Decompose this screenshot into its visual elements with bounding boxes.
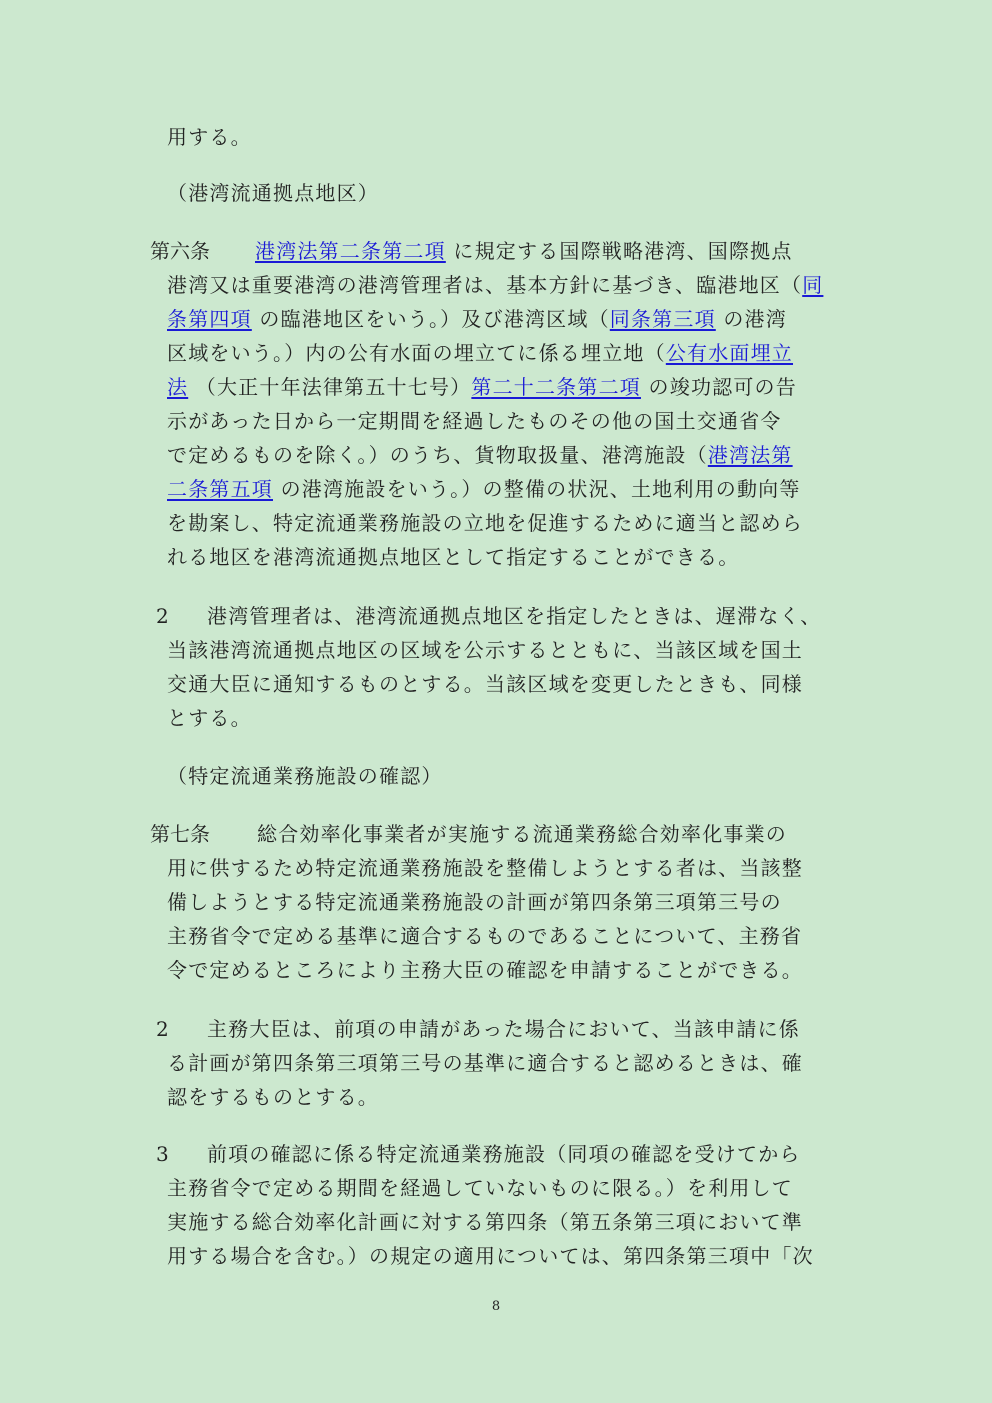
article-6-para-2-line-3: 交通大臣に通知するものとする。当該区域を変更したときも、同様 (167, 672, 803, 696)
link-same-article-4[interactable]: 同 (802, 273, 824, 297)
article-7-para-2-line-3: 認をするものとする。 (167, 1085, 379, 1109)
link-reclamation-act[interactable]: 公有水面埋立 (665, 341, 794, 365)
link-same-article-4-cont[interactable]: 条第四項 (167, 307, 252, 331)
article-6-line-9: を勘案し、特定流通業務施設の立地を促進するために適当と認めら (167, 511, 803, 535)
link-port-act-2-2[interactable]: 港湾法第二条第二項 (255, 239, 446, 263)
article-7-para-3-line-1: 前項の確認に係る特定流通業務施設（同項の確認を受けてから (207, 1142, 801, 1166)
article-7-para-2-line-2: る計画が第四条第三項第三号の基準に適合すると認めるときは、確 (167, 1051, 803, 1075)
paragraph-number-6-2: 2 (156, 604, 169, 628)
link-same-article-3[interactable]: 同条第三項 (609, 307, 716, 331)
paragraph-number-7-3: 3 (156, 1142, 169, 1166)
article-6-line-7: で定めるものを除く。）のうち、貨物取扱量、港湾施設（港湾法第 (167, 443, 793, 467)
article-6-line-2: 港湾又は重要港湾の港湾管理者は、基本方針に基づき、臨港地区（同 (167, 273, 824, 297)
link-port-act-2-5[interactable]: 港湾法第 (707, 443, 793, 467)
section-heading-7: （特定流通業務施設の確認） (167, 764, 443, 788)
article-7-line-1: 総合効率化事業者が実施する流通業務総合効率化事業の (257, 822, 787, 846)
article-7-para-3-line-4: 用する場合を含む。）の規定の適用については、第四条第三項中「次 (167, 1244, 814, 1268)
article-7-para-2-line-1: 主務大臣は、前項の申請があった場合において、当該申請に係 (207, 1017, 800, 1041)
article-6-para-2-line-2: 当該港湾流通拠点地区の区域を公示するとともに、当該区域を国土 (167, 638, 803, 662)
continuation-text: 用する。 (167, 125, 252, 149)
article-6-line-5: 法 （大正十年法律第五十七号）第二十二条第二項 の竣功認可の告 (167, 375, 797, 399)
article-number-7: 第七条 (150, 822, 210, 846)
article-number-6: 第六条 (150, 239, 210, 263)
article-6-para-2-line-1: 港湾管理者は、港湾流通拠点地区を指定したときは、遅滞なく、 (207, 604, 822, 628)
article-7-para-3-line-3: 実施する総合効率化計画に対する第四条（第五条第三項において準 (167, 1210, 803, 1234)
article-7-para-3-line-2: 主務省令で定める期間を経過していないものに限る。）を利用して (167, 1176, 793, 1200)
page-number: 8 (491, 1299, 501, 1314)
article-6-line-4: 区域をいう。）内の公有水面の埋立てに係る埋立地（公有水面埋立 (167, 341, 794, 365)
article-6-line-10: れる地区を港湾流通拠点地区として指定することができる。 (167, 545, 740, 569)
link-port-act-2-5-cont[interactable]: 二条第五項 (167, 477, 273, 501)
article-6-line-1: 港湾法第二条第二項 に規定する国際戦略港湾、国際拠点 (255, 239, 793, 263)
article-6-line-6: 示があった日から一定期間を経過したものその他の国土交通省令 (167, 409, 782, 433)
link-reclamation-act-cont[interactable]: 法 (167, 375, 189, 399)
article-7-line-4: 主務省令で定める基準に適合するものであることについて、主務省 (167, 924, 803, 948)
paragraph-number-7-2: 2 (156, 1017, 169, 1041)
article-6-para-2-line-4: とする。 (167, 706, 252, 730)
link-article-22-2[interactable]: 第二十二条第二項 (471, 375, 641, 399)
section-heading-6: （港湾流通拠点地区） (167, 181, 379, 205)
article-6-line-8: 二条第五項 の港湾施設をいう。）の整備の状況、土地利用の動向等 (167, 477, 801, 501)
article-7-line-5: 令で定めるところにより主務大臣の確認を申請することができる。 (167, 958, 803, 982)
article-7-line-2: 用に供するため特定流通業務施設を整備しようとする者は、当該整 (167, 856, 803, 880)
article-6-line-3: 条第四項 の臨港地区をいう。）及び港湾区域（同条第三項 の港湾 (167, 307, 787, 331)
article-7-line-3: 備しようとする特定流通業務施設の計画が第四条第三項第三号の (167, 890, 782, 914)
